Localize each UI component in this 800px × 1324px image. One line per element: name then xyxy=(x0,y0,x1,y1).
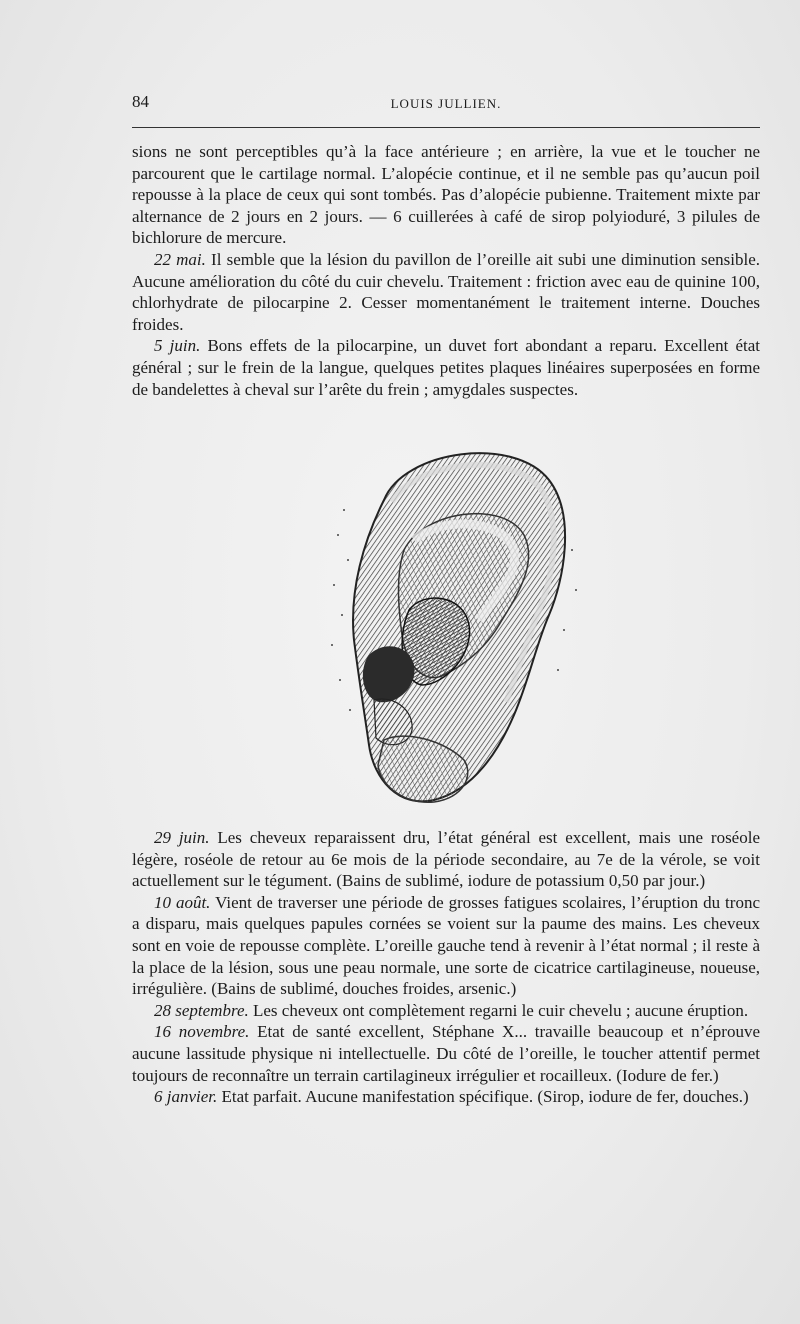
paragraph xyxy=(132,335,760,400)
ear-engraving-icon xyxy=(314,440,594,808)
paragraph xyxy=(132,1086,760,1108)
entry-date: 22 mai. xyxy=(154,249,206,269)
paragraph-text: sions ne sont perceptibles qu’à la face antérieure ; en arrière, la vue et le toucher ne parcourent que le cartilage normal. L’alopécie continue, et il ne semble pas qu’aucun poil repousse à la place de ceux qui sont tombés. Pas d’alopécie pubienne. Traitement mixte par alternance de 2 jours en 2 jours. — 6 cuillerées à café de sirop polyioduré, 3 pilules de bichlorure de mercure. xyxy=(132,142,760,248)
text-block-bottom xyxy=(132,827,760,1108)
paragraph-text: Bons effets de la pilocarpine, un duvet fort abondant a reparu. Excellent état général ; sur le frein de la langue, quelques petites plaques linéaires superposées en forme de bandelettes à cheval sur l’arête du frein ; amygdales suspectes. xyxy=(132,336,760,399)
paragraph xyxy=(132,249,760,335)
text-block-top xyxy=(132,141,760,400)
entry-date: 6 janvier. xyxy=(154,1087,218,1107)
entry-date: 16 novembre. xyxy=(154,1022,250,1042)
entry-date: 5 juin. xyxy=(154,336,201,356)
paragraph-text: Les cheveux reparaissent dru, l’état général est excellent, mais une roséole légère, roséole de retour au 6e mois de la période secondaire, au 7e de la vérole, se voit actuellement sur le tégument. (Bains de sublimé, iodure de potassium 0,50 par jour.) xyxy=(132,828,760,891)
running-head: LOUIS JULLIEN. xyxy=(390,96,502,111)
paragraph-text: Etat de santé excellent, Stéphane X... travaille beaucoup et n’éprouve aucune lassitude physique ni intellectuelle. Du côté de l’oreille, le toucher attentif permet toujours de reconnaître un terrain cartilagineux irrégulier et rocailleux. (Iodure de fer.) xyxy=(132,1022,760,1085)
paragraph xyxy=(132,1021,760,1086)
paragraph-text: Les cheveux ont complètement regarni le cuir chevelu ; aucune éruption. xyxy=(248,1000,749,1020)
page-header xyxy=(132,92,760,114)
paragraph-text: Etat parfait. Aucune manifestation spécifique. (Sirop, iodure de fer, douches.) xyxy=(217,1087,749,1107)
paragraph xyxy=(132,1000,760,1022)
entry-date: 28 septembre. xyxy=(154,1000,249,1020)
paragraph-text: Vient de traverser une période de grosses fatigues scolaires, l’éruption du tronc a disparu, mais quelques papules cornées se voient sur la paume des mains. Les cheveux sont en voie de repousse complète. L’oreille gauche tend à revenir à l’état normal ; il reste à la place de la lésion, sous une peau normale, une sorte de cicatrice cartilagineuse, noueuse, irrégulière. (Bains de sublimé, douches froides, arsenic.) xyxy=(132,892,760,999)
paragraph xyxy=(132,827,760,892)
paragraph-text: Il semble que la lésion du pavillon de l’oreille ait subi une diminution sensible. Aucune amélioration du côté du cuir chevelu. Traitement : friction avec eau de quinine 100, chlorhydrate de pilocarpine 2. Cesser momentanément le traitement interne. Douches froides. xyxy=(132,249,760,334)
entry-date: 10 août. xyxy=(154,892,211,912)
page-number: 84 xyxy=(132,92,149,111)
entry-date: 29 juin. xyxy=(154,828,210,847)
header-rule xyxy=(132,127,760,128)
paragraph xyxy=(132,892,760,1000)
paragraph xyxy=(132,141,760,249)
